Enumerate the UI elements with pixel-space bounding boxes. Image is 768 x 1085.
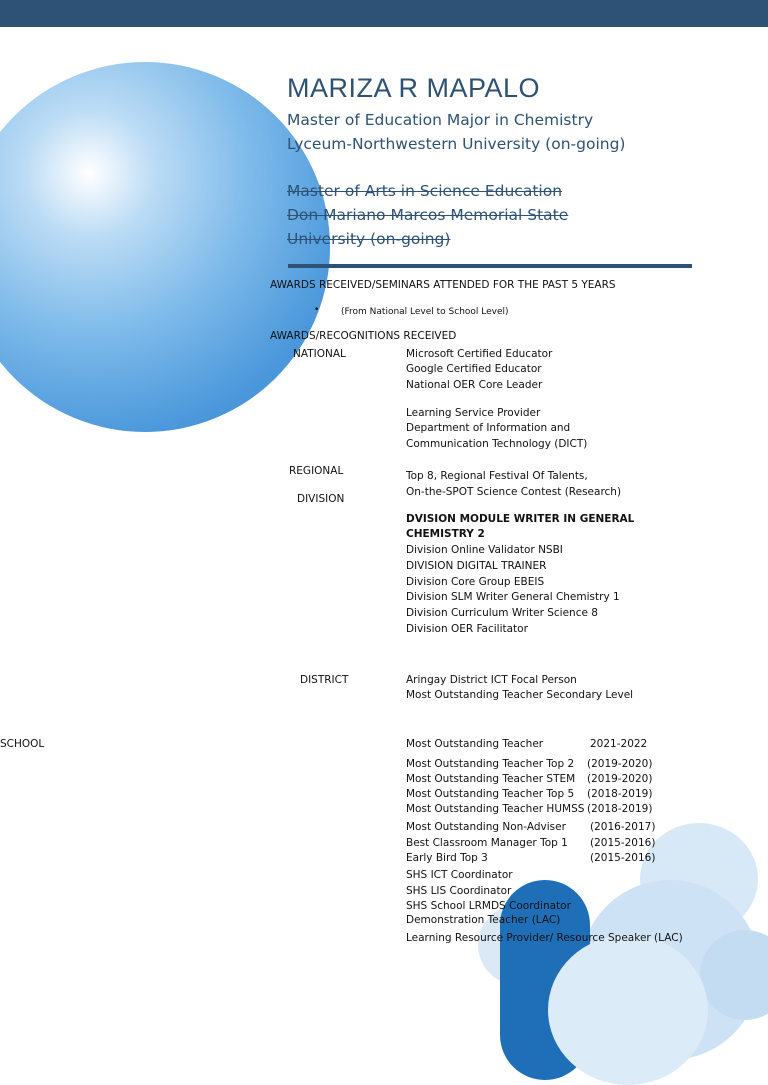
- list-item: Division Core Group EBEIS: [406, 576, 545, 588]
- list-item: Communication Technology (DICT): [406, 438, 588, 450]
- divider-rule: [288, 264, 692, 268]
- school-2-line-1: Don Mariano Marcos Memorial State: [287, 206, 569, 224]
- list-item: SHS School LRMDS Coordinator: [406, 900, 571, 912]
- level-school: SCHOOL: [0, 738, 45, 750]
- list-item-year: 2021-2022: [590, 738, 648, 750]
- list-item-year: (2015-2016): [590, 837, 656, 849]
- list-item: Microsoft Certified Educator: [406, 348, 553, 360]
- list-item: Most Outstanding Teacher: [406, 738, 544, 750]
- list-item: National OER Core Leader: [406, 379, 543, 391]
- list-item: DIVISION DIGITAL TRAINER: [406, 560, 547, 572]
- list-item: Learning Resource Provider/ Resource Speaker (LAC): [406, 932, 683, 944]
- list-item: Aringay District ICT Focal Person: [406, 674, 577, 686]
- school-2-line-2: University (on-going): [287, 230, 451, 248]
- list-item: Learning Service Provider: [406, 407, 541, 419]
- list-item: Demonstration Teacher (LAC): [406, 914, 561, 926]
- list-item: Department of Information and: [406, 422, 571, 434]
- list-item: Division OER Facilitator: [406, 623, 528, 635]
- list-item: Division Online Validator NSBI: [406, 544, 563, 556]
- level-district: DISTRICT: [300, 674, 349, 686]
- decorative-circle: [0, 62, 330, 432]
- list-item-year: (2018-2019): [587, 803, 653, 815]
- list-item: Most Outstanding Teacher STEM: [406, 773, 576, 785]
- candidate-name: MARIZA R MAPALO: [287, 73, 541, 103]
- list-item: Most Outstanding Teacher Top 5: [406, 788, 575, 800]
- list-item-year: (2019-2020): [587, 773, 653, 785]
- level-national: NATIONAL: [293, 348, 346, 360]
- list-item: On-the-SPOT Science Contest (Research): [406, 486, 622, 498]
- school-1: Lyceum-Northwestern University (on-going): [287, 135, 626, 153]
- bullet-note: (From National Level to School Level): [341, 307, 509, 317]
- level-division: DIVISION: [297, 493, 345, 505]
- list-item: Most Outstanding Teacher Secondary Level: [406, 689, 634, 701]
- list-item-year: (2018-2019): [587, 788, 653, 800]
- list-item: Top 8, Regional Festival Of Talents,: [406, 470, 588, 482]
- header-bar: [0, 0, 768, 27]
- list-item: Early Bird Top 3: [406, 852, 488, 864]
- list-item: Google Certified Educator: [406, 363, 542, 375]
- list-item: Most Outstanding Teacher Top 2: [406, 758, 575, 770]
- degree-1: Master of Education Major in Chemistry: [287, 111, 594, 129]
- degree-2: Master of Arts in Science Education: [287, 182, 563, 200]
- list-item: Best Classroom Manager Top 1: [406, 837, 568, 849]
- section-title: AWARDS RECEIVED/SEMINARS ATTENDED FOR THE PAST 5 YEARS: [270, 279, 616, 291]
- list-item-year: (2019-2020): [587, 758, 653, 770]
- list-item: CHEMISTRY 2: [406, 528, 485, 540]
- list-item: Division SLM Writer General Chemistry 1: [406, 591, 620, 603]
- awards-title: AWARDS/RECOGNITIONS RECEIVED: [270, 330, 457, 342]
- list-item: Most Outstanding Teacher HUMSS: [406, 803, 585, 815]
- list-item: SHS LIS Coordinator: [406, 885, 512, 897]
- list-item-year: (2016-2017): [590, 821, 656, 833]
- decorative-circle-light: [548, 935, 708, 1085]
- list-item: Most Outstanding Non-Adviser: [406, 821, 566, 833]
- list-item-year: (2015-2016): [590, 852, 656, 864]
- bullet-icon: •: [314, 305, 320, 315]
- level-regional: REGIONAL: [289, 465, 344, 477]
- list-item: Division Curriculum Writer Science 8: [406, 607, 598, 619]
- list-item: SHS ICT Coordinator: [406, 869, 513, 881]
- list-item: DVISION MODULE WRITER IN GENERAL: [406, 513, 635, 525]
